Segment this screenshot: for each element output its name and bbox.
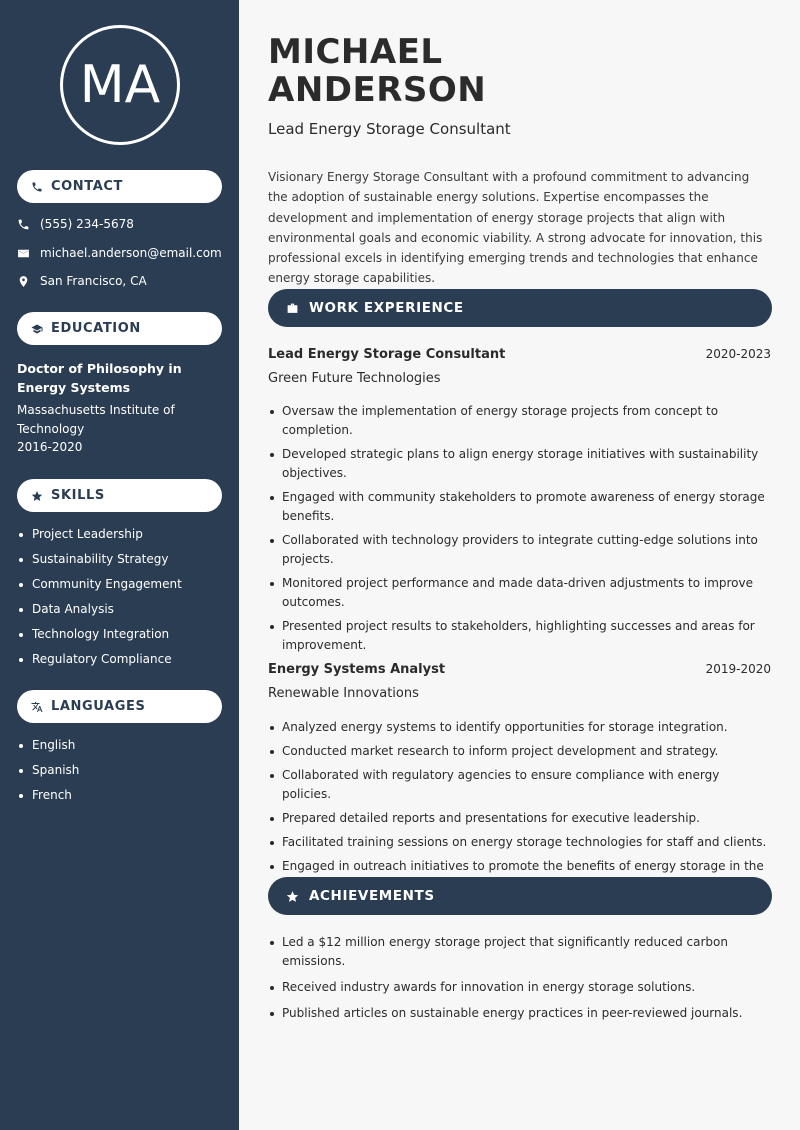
star-icon — [31, 490, 43, 502]
list-item: Collaborated with regulatory agencies to ensure compliance with energy policies. — [268, 766, 768, 804]
job-bullets — [268, 718, 768, 900]
star-icon — [286, 890, 299, 903]
list-item: Published articles on sustainable energy practices in peer-reviewed journals. — [268, 1004, 768, 1023]
contact-heading: CONTACT — [17, 170, 222, 203]
contact-email[interactable]: michael.anderson@email.com — [17, 246, 222, 260]
list-item: Led a $12 million energy storage project that significantly reduced carbon emissions. — [268, 933, 768, 971]
achievements-list — [268, 933, 768, 1030]
list-item: Prepared detailed reports and presentations for executive leadership. — [268, 809, 768, 828]
list-item: Regulatory Compliance — [17, 652, 182, 677]
list-item: Collaborated with technology providers to integrate cutting-edge solutions into projects. — [268, 531, 768, 569]
job-title: Lead Energy Storage Consultant — [268, 347, 506, 362]
phone-icon — [17, 218, 30, 231]
list-item: Community Engagement — [17, 577, 182, 602]
education-school: Massachusetts Institute of Technology — [17, 403, 175, 436]
work-experience-heading: WORK EXPERIENCE — [268, 289, 772, 327]
contact-location: San Francisco, CA — [17, 274, 147, 288]
sidebar — [0, 0, 239, 1130]
list-item: Conducted market research to inform project development and strategy. — [268, 742, 768, 761]
list-item: Engaged with community stakeholders to promote awareness of energy storage benefits. — [268, 488, 768, 526]
list-item: Monitored project performance and made data-driven adjustments to improve outcomes. — [268, 574, 768, 612]
email-icon — [17, 247, 30, 260]
avatar-initials: MA — [79, 55, 161, 115]
list-item: Presented project results to stakeholders, highlighting successes and areas for improvement. — [268, 617, 768, 655]
job-dates: 2019-2020 — [705, 662, 771, 676]
briefcase-icon — [286, 302, 299, 315]
skills-heading: SKILLS — [17, 479, 222, 512]
list-item: Technology Integration — [17, 627, 182, 652]
summary: Visionary Energy Storage Consultant with a profound commitment to advancing the adoption of sustainable energy solutions. Expertise encompasses the development and implementation of energy storage projects that align with environmental goals and economic viability. A strong advocate for innovation, this professional excels in identifying emerging trends and technologies that enhance energy storage capabilities. — [268, 170, 763, 286]
list-item: Spanish — [17, 763, 79, 788]
list-item: Sustainability Strategy — [17, 552, 182, 577]
translate-icon — [31, 701, 43, 713]
list-item: French — [17, 788, 79, 813]
job-title-header: Lead Energy Storage Consultant — [268, 120, 511, 138]
languages-list — [17, 738, 79, 813]
list-item: Oversaw the implementation of energy storage projects from concept to completion. — [268, 402, 768, 440]
skills-list — [17, 527, 182, 677]
languages-heading: LANGUAGES — [17, 690, 222, 723]
list-item: Analyzed energy systems to identify opportunities for storage integration. — [268, 718, 768, 737]
list-item: Project Leadership — [17, 527, 182, 552]
graduation-cap-icon — [31, 323, 43, 335]
contact-phone[interactable]: (555) 234-5678 — [17, 217, 134, 231]
list-item: Developed strategic plans to align energy storage initiatives with sustainability objectives. — [268, 445, 768, 483]
job-title: Energy Systems Analyst — [268, 662, 446, 677]
list-item: Facilitated training sessions on energy storage technologies for staff and clients. — [268, 833, 768, 852]
education-years: 2016-2020 — [17, 440, 83, 454]
job-dates: 2020-2023 — [705, 347, 771, 361]
list-item: English — [17, 738, 79, 763]
job-bullets — [268, 402, 768, 660]
list-item: Data Analysis — [17, 602, 182, 627]
job-company: Renewable Innovations — [268, 686, 419, 701]
list-item: Received industry awards for innovation in energy storage solutions. — [268, 978, 768, 997]
phone-icon — [31, 181, 43, 193]
full-name: MICHAEL ANDERSON — [268, 32, 487, 110]
job-company: Green Future Technologies — [268, 371, 441, 386]
avatar — [60, 25, 180, 145]
education-heading: EDUCATION — [17, 312, 222, 345]
list-item: Engaged in outreach initiatives to promote the benefits of energy storage in the — [268, 857, 768, 895]
location-pin-icon — [17, 275, 30, 288]
education-degree: Doctor of Philosophy in Energy Systems — [17, 361, 182, 395]
achievements-heading: ACHIEVEMENTS — [268, 877, 772, 915]
